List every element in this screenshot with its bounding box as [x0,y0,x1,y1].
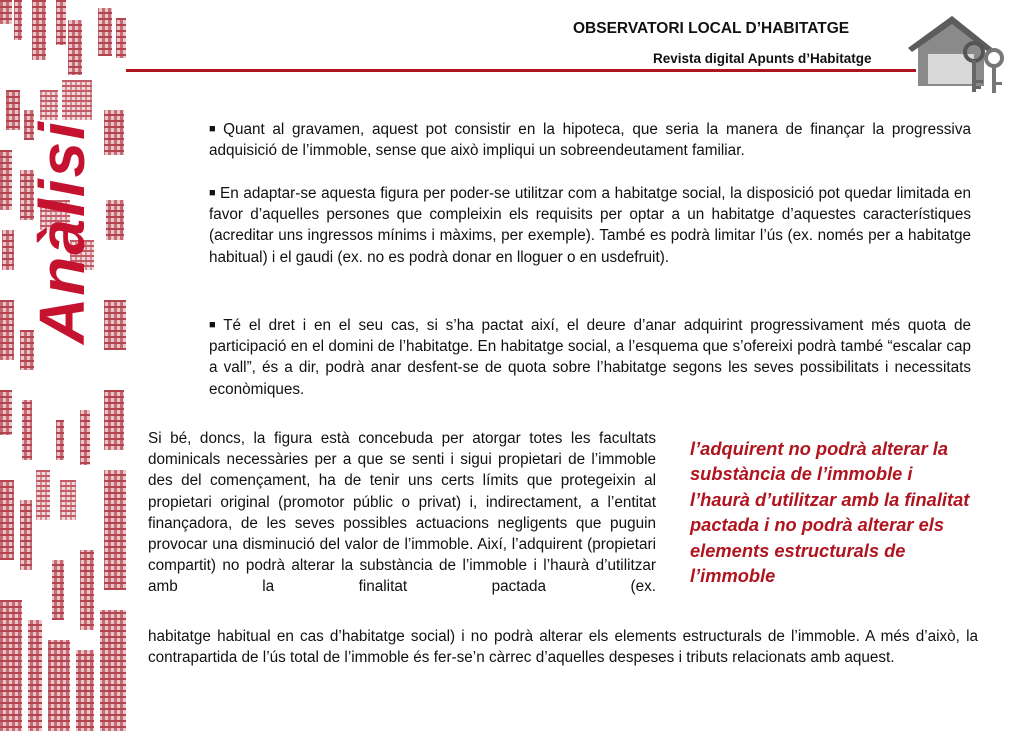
bullet-item [209,315,971,400]
house-keys-icon [900,8,1010,98]
bullet-item [209,119,971,161]
bullet-item [209,183,971,268]
bullet-text: En adaptar-se aquesta figura per poder-se utilitzar com a habitatge social, la disposició pot quedar limitada en favor d’aquelles persones que compleixin els requisits per optar a un habitatge d’aquestes característiques (acreditar uns ingressos mínims i màxims, per exemple). També es podrà limitar l’ús (ex. només per a habitatge habitual) i el gaudi (ex. no es podrà donar en lloguer o en usdefruit). [209,185,971,266]
pull-quote: l’adquirent no podrà alterar la substància de l’immoble i l’haurà d’utilitzar amb la finalitat pactada i no podrà alterar els elements estructurals de l’immoble [690,438,970,587]
publication-subtitle: Revista digital Apunts d’Habitatge [653,51,872,66]
bullet-square-icon: ■ [209,319,220,331]
publication-title: OBSERVATORI LOCAL D’HABITATGE [573,20,850,37]
header-divider [126,69,916,72]
bullet-square-icon: ■ [209,123,220,135]
plaid-decoration [0,0,130,731]
body-paragraph: Si bé, doncs, la figura està concebuda per atorgar totes les facultats dominicals necessàries per a que se senti i sigui propietari de l’immoble des del començament, ha de tenir uns certs límits que protegeixin al propietari original (promotor públic o privat) i, indirectament, a l’entitat finançadora, de les seves possibles actuacions negligents que puguin provocar una disminució del valor de l’immoble. Així, l’adquirent (propietari compartit) no podrà alterar la substància de l’immoble i l’haurà d’utilitzar amb la finalitat pactada (ex. [148,430,656,596]
section-label: Anàlisi [26,120,98,344]
bullet-square-icon: ■ [209,187,217,199]
bullet-text: Té el dret i en el seu cas, si s’ha pactat així, el deure d’anar adquirint progressivament més quota de participació en el domini de l’habitatge. En habitatge social, a l’esquema que s’ofereixi podrà també “escalar cap a vall”, és a dir, podrà anar desfent-se de quota sobre l’habitatge segons les seves possibilitats i necessitats econòmiques. [209,317,971,398]
bullet-text: Quant al gravamen, aquest pot consistir en la hipoteca, que seria la manera de finançar la progressiva adquisició de l’immoble, sense que això impliqui un sobreendeutament familiar. [209,121,971,160]
body-paragraph-continued: habitatge habitual en cas d’habitatge social) i no podrà alterar els elements estructurals de l’immoble. A més d’això, la contrapartida de l’ús total de l’immoble és fer-se’n càrrec d’aquelles despeses i tributs relacionats amb aquest. [148,628,978,667]
